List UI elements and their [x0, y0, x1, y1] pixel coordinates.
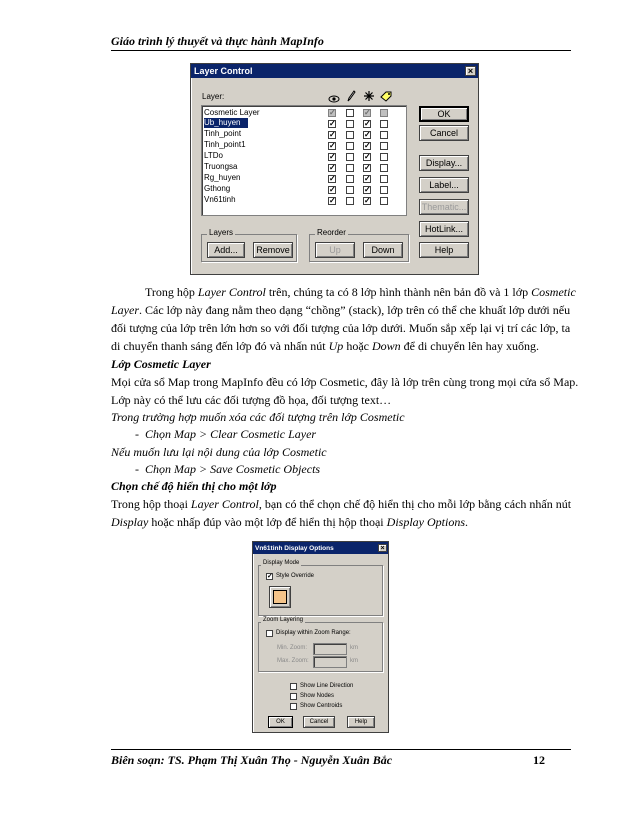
text-run: . — [465, 515, 468, 529]
text-run: hoặc nhấp đúp vào một lớp để hiển thị hộp thoại — [148, 515, 387, 529]
ok-button[interactable]: OK — [419, 106, 469, 122]
selectable-checkbox[interactable]: ✓ — [364, 163, 371, 172]
style-swatch-icon — [273, 590, 287, 604]
editable-checkbox[interactable] — [346, 109, 354, 117]
layer-item-vn61tinh[interactable]: Vn61tinh — [204, 195, 236, 204]
paragraph-1-line-4 — [111, 337, 576, 355]
paragraph-2-line-2: Lớp này có thể lưu các đối tượng đồ họa, đối tượng text… — [111, 393, 392, 407]
hotlink-button[interactable]: HotLink... — [419, 221, 469, 237]
editable-checkbox[interactable] — [346, 131, 354, 139]
display-options-title: Vn61tinh Display Options — [255, 544, 334, 552]
autolabel-checkbox[interactable] — [380, 109, 388, 117]
bullet-1-text: Chọn Map > Clear Cosmetic Layer — [145, 427, 317, 441]
layer-item-rg-huyen[interactable]: Rg_huyen — [204, 173, 241, 182]
layer-control-dialog — [190, 63, 479, 275]
text-run-italic: Up — [328, 339, 344, 353]
visible-checkbox[interactable]: ✓ — [329, 108, 336, 117]
autolabel-checkbox[interactable] — [380, 153, 388, 161]
show-line-direction-label: Show Line Direction — [300, 683, 354, 689]
paragraph-1-line-1 — [111, 283, 576, 301]
visible-checkbox[interactable]: ✓ — [329, 163, 336, 172]
display-options-dialog — [252, 541, 389, 733]
show-centroids-checkbox[interactable] — [290, 703, 297, 710]
visible-checkbox[interactable]: ✓ — [329, 196, 336, 205]
display-within-zoom-checkbox[interactable] — [266, 630, 273, 637]
text-run: , bạn có thể chọn chế độ hiển thị cho mỗi lớp bằng cách nhấn nút — [258, 497, 572, 511]
bullet-dash: - — [135, 427, 139, 441]
autolabel-column-tag-icon — [380, 89, 392, 101]
layer-item-cosmetic-layer[interactable]: Cosmetic Layer — [204, 108, 260, 117]
paragraph-3 — [111, 495, 571, 531]
text-run-italic: Display — [111, 515, 149, 529]
text-run: để di chuyển lên hay xuống. — [400, 339, 539, 353]
editable-checkbox[interactable] — [346, 120, 354, 128]
layer-control-title: Layer Control — [194, 66, 253, 76]
autolabel-checkbox[interactable] — [380, 186, 388, 194]
selectable-checkbox[interactable]: ✓ — [364, 152, 371, 161]
text-run: trên, chúng ta có 8 lớp hình thành nên bản đồ và 1 lớp — [265, 285, 532, 299]
zoom-layering-label: Zoom Layering — [263, 617, 304, 623]
visible-checkbox[interactable]: ✓ — [329, 130, 336, 139]
heading-cosmetic-layer: Lớp Cosmetic Layer — [111, 357, 211, 371]
selectable-checkbox[interactable]: ✓ — [364, 174, 371, 183]
text-run: di chuyển thanh sáng đến lớp đó và nhấn nút — [111, 339, 329, 353]
min-zoom-label: Min. Zoom: — [277, 645, 308, 651]
reorder-group-label: Reorder — [317, 228, 346, 237]
display-options-titlebar — [253, 542, 388, 554]
display-within-zoom-label: Display within Zoom Range: — [276, 630, 351, 636]
bullet-2-text: Chọn Map > Save Cosmetic Objects — [145, 462, 321, 476]
autolabel-checkbox[interactable] — [380, 131, 388, 139]
display-button[interactable]: Display... — [419, 155, 469, 171]
text-run-italic: Cosmetic — [531, 285, 576, 299]
max-zoom-label: Max. Zoom: — [277, 658, 309, 664]
visible-checkbox[interactable]: ✓ — [329, 185, 336, 194]
text-run-italic: Layer — [111, 303, 139, 317]
selectable-checkbox[interactable]: ✓ — [364, 196, 371, 205]
show-centroids-label: Show Centroids — [300, 703, 343, 709]
help-button[interactable]: Help — [419, 242, 469, 258]
paragraph-1 — [111, 283, 576, 355]
autolabel-checkbox[interactable] — [380, 175, 388, 183]
style-button[interactable] — [269, 586, 291, 608]
visible-column-eye-icon — [328, 91, 340, 101]
editable-column-pencil-icon — [346, 89, 356, 101]
footer-author: Biên soạn: TS. Phạm Thị Xuân Thọ - Nguyễn Xuân Bắc — [111, 753, 393, 767]
selectable-checkbox[interactable]: ✓ — [364, 130, 371, 139]
text-run: hoặc — [343, 339, 372, 353]
layer-control-titlebar — [191, 64, 478, 78]
paragraph-3-line-2 — [111, 513, 571, 531]
display-options-help-button[interactable]: Help — [347, 716, 375, 728]
selectable-checkbox[interactable]: ✓ — [364, 185, 371, 194]
bullet-1 — [135, 425, 316, 443]
paragraph-1-line-2 — [111, 301, 576, 319]
down-button[interactable]: Down — [363, 242, 403, 258]
text-run-italic: Display Options — [386, 515, 465, 529]
text-run-italic: Down — [371, 339, 401, 353]
bullet-dash: - — [135, 462, 139, 476]
cancel-button[interactable]: Cancel — [419, 125, 469, 141]
layer-list[interactable] — [201, 105, 407, 216]
layer-label: Layer: — [202, 92, 225, 101]
layer-item-gthong[interactable]: Gthong — [204, 184, 231, 193]
selectable-checkbox[interactable]: ✓ — [364, 119, 371, 128]
show-line-direction-checkbox[interactable] — [290, 683, 297, 690]
style-override-label: Style Override — [276, 573, 315, 579]
bullet-2 — [135, 460, 320, 478]
autolabel-checkbox[interactable] — [380, 164, 388, 172]
footer-divider — [111, 749, 571, 750]
text-run: . Các lớp này đang nằm theo dạng “chồng” (stack), lớp trên có thể che khuất lớp dưới nếu — [139, 303, 571, 317]
editable-checkbox[interactable] — [346, 186, 354, 194]
page-header-title: Giáo trình lý thuyết và thực hành MapInfo — [111, 34, 324, 48]
selectable-column-star-icon — [363, 89, 375, 101]
visible-checkbox[interactable]: ✓ — [329, 174, 336, 183]
layers-group-label: Layers — [209, 228, 234, 237]
autolabel-checkbox[interactable] — [380, 197, 388, 205]
min-zoom-unit: km — [350, 645, 358, 651]
layer-item-tinh-point[interactable]: Tinh_point — [204, 129, 242, 138]
display-options-ok-button[interactable]: OK — [268, 716, 293, 728]
layer-item-truongsa[interactable]: Truongsa — [204, 162, 238, 171]
autolabel-checkbox[interactable] — [380, 142, 388, 150]
visible-checkbox[interactable]: ✓ — [329, 119, 336, 128]
close-icon[interactable]: × — [465, 66, 476, 76]
show-nodes-label: Show Nodes — [300, 693, 335, 699]
style-override-checkbox[interactable]: ✓ — [267, 573, 273, 580]
paragraph-2-line-1: Mọi cửa sổ Map trong MapInfo đều có lớp Cosmetic, đây là lớp trên cùng trong mọi cửa sổ Map. — [111, 375, 579, 389]
paragraph-1-line-3: đối tượng của lớp trên lớn hơn so với đối tượng của lớp dưới. Muốn sắp xếp lại vị trí các lớp, ta — [111, 321, 571, 335]
display-mode-label: Display Mode — [263, 560, 300, 566]
text-run-italic: Layer Control — [197, 285, 266, 299]
layer-item-ltdo[interactable]: LTDo — [204, 151, 223, 160]
editable-checkbox[interactable] — [346, 164, 354, 172]
visible-checkbox[interactable]: ✓ — [329, 152, 336, 161]
italic-line-2: Nếu muốn lưu lại nội dung của lớp Cosmetic — [111, 445, 327, 459]
selectable-checkbox[interactable]: ✓ — [364, 141, 371, 150]
close-icon[interactable]: × — [378, 544, 387, 552]
editable-checkbox[interactable] — [346, 153, 354, 161]
text-run: Trong hộp — [145, 285, 198, 299]
editable-checkbox[interactable] — [346, 175, 354, 183]
layer-item-tinh-point1[interactable]: Tinh_point1 — [204, 140, 246, 149]
remove-layer-button[interactable]: Remove — [253, 242, 293, 258]
text-run-italic: Layer Control — [190, 497, 259, 511]
max-zoom-input[interactable] — [313, 656, 347, 668]
layer-item-ub-huyen[interactable]: Ub_huyen — [204, 118, 248, 128]
heading-display-mode: Chọn chế độ hiển thị cho một lớp — [111, 479, 277, 493]
display-options-cancel-button[interactable]: Cancel — [303, 716, 335, 728]
min-zoom-input[interactable] — [313, 643, 347, 655]
header-divider — [111, 50, 571, 51]
max-zoom-unit: km — [350, 658, 358, 664]
label-button[interactable]: Label... — [419, 177, 469, 193]
up-button[interactable]: Up — [315, 242, 355, 258]
paragraph-3-line-1 — [111, 495, 571, 513]
thematic-button[interactable]: Thematic... — [419, 199, 469, 215]
add-layer-button[interactable]: Add... — [207, 242, 245, 258]
editable-checkbox[interactable] — [346, 142, 354, 150]
autolabel-checkbox[interactable] — [380, 120, 388, 128]
selectable-checkbox[interactable]: ✓ — [364, 108, 371, 117]
editable-checkbox[interactable] — [346, 197, 354, 205]
text-run: Trong hộp thoại — [111, 497, 191, 511]
show-nodes-checkbox[interactable] — [290, 693, 297, 700]
italic-line-1: Trong trường hợp muốn xóa các đối tượng trên lớp Cosmetic — [111, 410, 405, 424]
visible-checkbox[interactable]: ✓ — [329, 141, 336, 150]
page-number: 12 — [533, 753, 545, 767]
